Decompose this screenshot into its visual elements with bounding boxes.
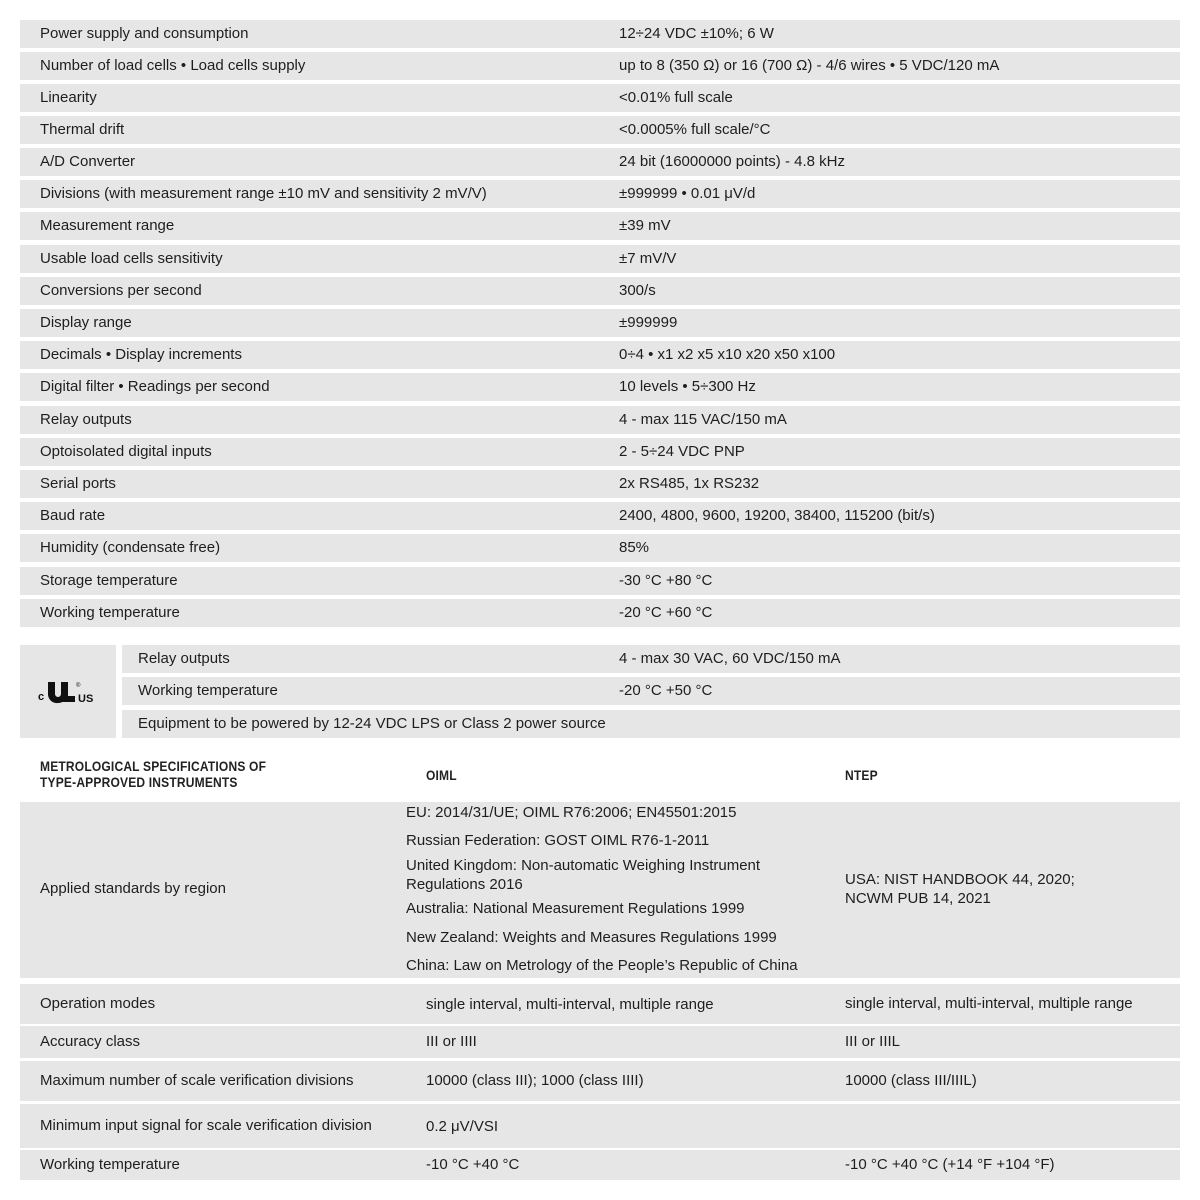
ul-certification-icon [36, 678, 100, 706]
spec-value: <0.01% full scale [619, 89, 733, 106]
spec-row [20, 84, 1180, 112]
spec-value: -20 °C +60 °C [619, 604, 713, 621]
spec-label: Storage temperature [40, 572, 178, 589]
metro-ntep-value: -10 °C +40 °C (+14 °F +104 °F) [845, 1156, 1055, 1173]
spec-value: <0.0005% full scale/°C [619, 121, 771, 138]
ul-note: Equipment to be powered by 12-24 VDC LPS or Class 2 power source [138, 715, 606, 732]
metro-oiml-value: single interval, multi-interval, multiple range [426, 996, 714, 1013]
metrological-row [20, 1026, 1180, 1058]
spec-value: 300/s [619, 282, 656, 299]
spec-value: 4 - max 115 VAC/150 mA [619, 411, 787, 428]
ntep-standard-line2: NCWM PUB 14, 2021 [845, 890, 991, 907]
spec-value: 24 bit (16000000 points) - 4.8 kHz [619, 153, 845, 170]
svg-text:®: ® [76, 682, 81, 689]
metro-label: Minimum input signal for scale verification division [40, 1117, 372, 1134]
standard-eu: EU: 2014/31/UE; OIML R76:2006; EN45501:2015 [406, 804, 737, 821]
spec-row [20, 438, 1180, 466]
ul-row [122, 677, 1180, 705]
spec-value: 12÷24 VDC ±10%; 6 W [619, 25, 774, 42]
spec-label: Linearity [40, 89, 97, 106]
spec-label: Thermal drift [40, 121, 125, 138]
ul-logo-box [20, 645, 116, 738]
spec-row [20, 341, 1180, 369]
spec-label: Digital filter • Readings per second [40, 378, 270, 395]
spec-row [20, 502, 1180, 530]
spec-row [20, 212, 1180, 240]
metro-oiml-value: 0.2 μV/VSI [426, 1118, 499, 1135]
spec-label: Working temperature [40, 604, 180, 621]
standard-russia: Russian Federation: GOST OIML R76-1-2011 [406, 832, 710, 849]
spec-label: Divisions (with measurement range ±10 mV and sensitivity 2 mV/V) [40, 185, 487, 202]
spec-row [20, 277, 1180, 305]
spec-row [20, 567, 1180, 595]
spec-row [20, 52, 1180, 80]
column-header-oiml: OIML [426, 767, 457, 783]
metro-oiml-value: III or IIII [426, 1033, 477, 1050]
ul-label: Working temperature [138, 682, 278, 699]
spec-row [20, 534, 1180, 562]
metrological-title-line2: TYPE-APPROVED INSTRUMENTS [40, 774, 238, 790]
column-header-ntep: NTEP [845, 767, 878, 783]
metro-label: Working temperature [40, 1156, 180, 1173]
spec-label: Number of load cells • Load cells supply [40, 57, 306, 74]
ul-row [122, 645, 1180, 673]
spec-value: 85% [619, 539, 650, 556]
spec-row [20, 20, 1180, 48]
metro-oiml-value: 10000 (class III); 1000 (class IIII) [426, 1072, 644, 1089]
spec-row [20, 406, 1180, 434]
ul-label: Relay outputs [138, 650, 230, 667]
spec-label: Humidity (condensate free) [40, 539, 221, 556]
spec-label: Optoisolated digital inputs [40, 443, 212, 460]
svg-text:c: c [38, 690, 45, 703]
standard-china: China: Law on Metrology of the People’s Republic of China [406, 957, 798, 974]
spec-value: 10 levels • 5÷300 Hz [619, 378, 756, 395]
svg-text:US: US [78, 692, 94, 705]
spec-value: 2x RS485, 1x RS232 [619, 475, 760, 492]
ul-value: -20 °C +50 °C [619, 682, 713, 699]
standards-label: Applied standards by region [40, 880, 226, 897]
spec-row [20, 373, 1180, 401]
metro-label: Accuracy class [40, 1033, 141, 1050]
metro-label: Operation modes [40, 995, 156, 1012]
standard-uk: United Kingdom: Non-automatic Weighing Instrument Regulations 2016 [406, 857, 761, 893]
standard-australia: Australia: National Measurement Regulations 1999 [406, 900, 745, 917]
spec-label: Relay outputs [40, 411, 132, 428]
spec-label: Conversions per second [40, 282, 202, 299]
spec-row [20, 180, 1180, 208]
metro-oiml-value: -10 °C +40 °C [426, 1156, 520, 1173]
spec-label: Usable load cells sensitivity [40, 250, 223, 267]
metro-ntep-value: 10000 (class III/IIIL) [845, 1072, 977, 1089]
spec-label: Baud rate [40, 507, 106, 524]
ntep-standard-line1: USA: NIST HANDBOOK 44, 2020; [845, 871, 1075, 888]
spec-row [20, 148, 1180, 176]
spec-label: Display range [40, 314, 132, 331]
spec-label: A/D Converter [40, 153, 136, 170]
metrological-title [40, 758, 266, 790]
spec-label: Power supply and consumption [40, 25, 249, 42]
metro-ntep-value: III or IIIL [845, 1033, 901, 1050]
standard-new-zealand: New Zealand: Weights and Measures Regulations 1999 [406, 929, 777, 946]
spec-value: ±999999 • 0.01 μV/d [619, 185, 756, 202]
spec-row [20, 116, 1180, 144]
spec-value: ±39 mV [619, 217, 671, 234]
spec-row [20, 599, 1180, 627]
spec-value: 2400, 4800, 9600, 19200, 38400, 115200 (bit/s) [619, 507, 935, 524]
metrological-title-line1: METROLOGICAL SPECIFICATIONS OF [40, 758, 267, 774]
spec-row [20, 470, 1180, 498]
spec-row [20, 245, 1180, 273]
spec-label: Measurement range [40, 217, 175, 234]
spec-value: -30 °C +80 °C [619, 572, 713, 589]
ul-row [122, 710, 1180, 738]
spec-label: Decimals • Display increments [40, 346, 242, 363]
ul-value: 4 - max 30 VAC, 60 VDC/150 mA [619, 650, 841, 667]
spec-value: ±999999 [619, 314, 678, 331]
spec-value: up to 8 (350 Ω) or 16 (700 Ω) - 4/6 wires • 5 VDC/120 mA [619, 57, 1000, 74]
spec-value: 0÷4 • x1 x2 x5 x10 x20 x50 x100 [619, 346, 836, 363]
metro-label: Maximum number of scale verification divisions [40, 1072, 354, 1089]
spec-value: 2 - 5÷24 VDC PNP [619, 443, 745, 460]
metro-ntep-value: single interval, multi-interval, multiple range [845, 995, 1133, 1012]
spec-value: ±7 mV/V [619, 250, 677, 267]
spec-label: Serial ports [40, 475, 116, 492]
spec-row [20, 309, 1180, 337]
